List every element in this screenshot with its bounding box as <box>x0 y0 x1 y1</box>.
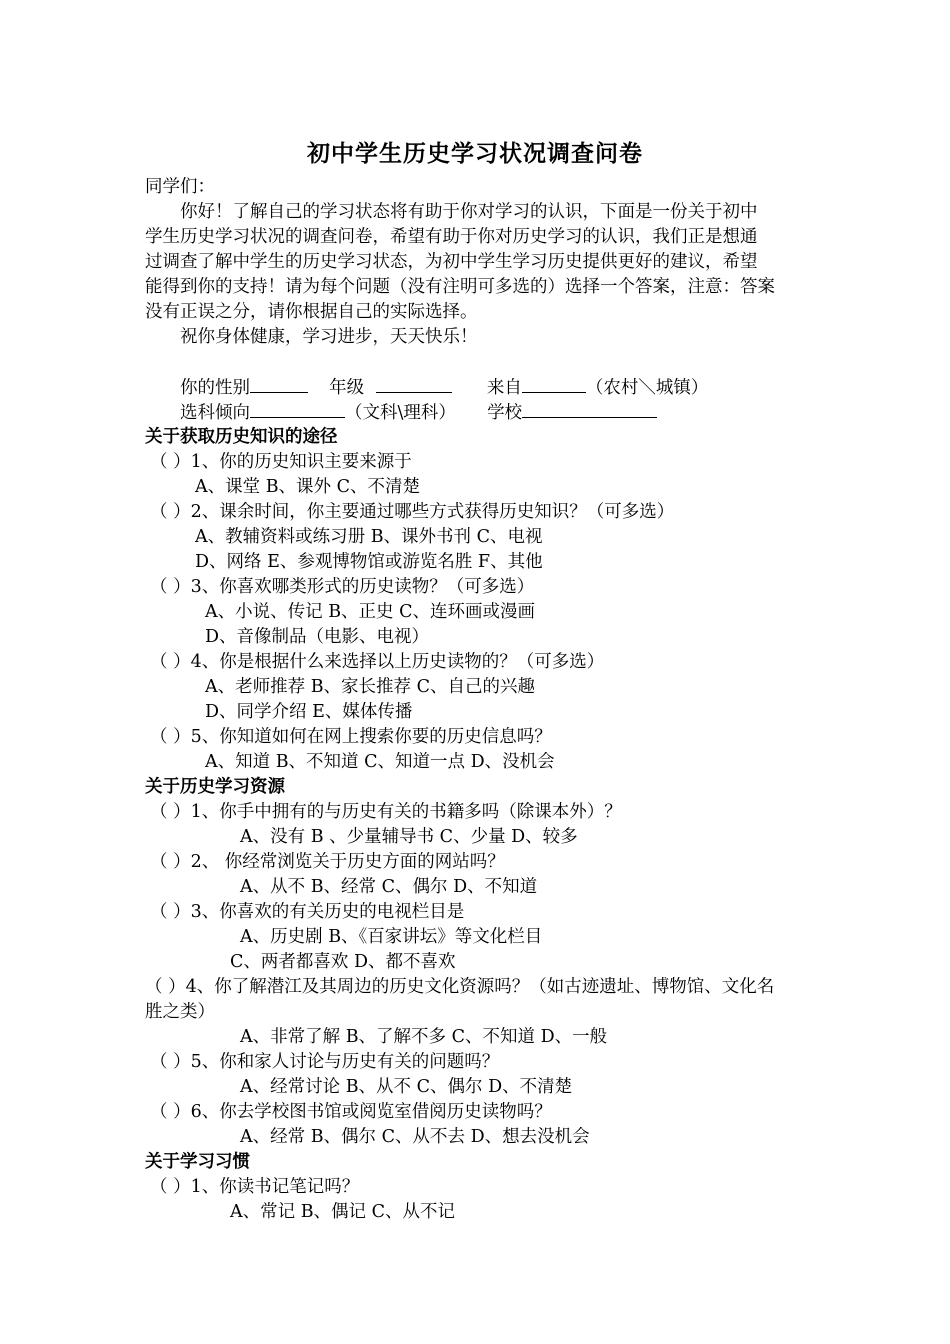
question-line: （ ）3、你喜欢哪类形式的历史读物？（可多选） <box>150 577 535 597</box>
option-line: C、两者都喜欢 D、都不喜欢 <box>230 952 456 972</box>
question-line: （ ）3、你喜欢的有关历史的电视栏目是 <box>150 902 465 922</box>
question-line: （ ）1、你手中拥有的与历史有关的书籍多吗（除课本外）？ <box>150 802 622 822</box>
option-line: D、网络 E、参观博物馆或游览名胜 F、其他 <box>195 552 543 572</box>
option-line: A、历史剧 B、《百家讲坛》等文化栏目 <box>240 927 543 947</box>
from-field[interactable] <box>522 375 586 393</box>
question-line: （ ）1、你读书记笔记吗？ <box>150 1177 360 1197</box>
option-line: A、课堂 B、课外 C、不清楚 <box>195 477 421 497</box>
wish-line: 祝你身体健康，学习进步，天天快乐！ <box>180 327 478 347</box>
question-line: （ ）4、你是根据什么来选择以上历史读物的？（可多选） <box>150 652 605 672</box>
question-line: （ ）1、你的历史知识主要来源于 <box>150 452 412 472</box>
school-field[interactable] <box>522 400 657 418</box>
option-line: D、同学介绍 E、媒体传播 <box>205 702 413 722</box>
subject-field[interactable] <box>250 400 345 418</box>
grade-field[interactable] <box>376 375 452 393</box>
section-heading: 关于获取历史知识的途径 <box>145 427 338 447</box>
option-line: A、经常 B、偶尔 C、从不去 D、想去没机会 <box>240 1127 590 1147</box>
intro-line: 没有正误之分，请你根据自己的实际选择。 <box>145 302 478 322</box>
subject-hint: （文科\理科） <box>345 403 456 423</box>
section-heading: 关于历史学习资源 <box>145 777 285 797</box>
intro-line: 你好！了解自己的学习状态将有助于你对学习的认识，下面是一份关于初中 <box>180 202 758 222</box>
option-line: A、经常讨论 B、从不 C、偶尔 D、不清楚 <box>240 1077 573 1097</box>
grade-label: 年级 <box>329 378 365 398</box>
from-hint: （农村＼城镇） <box>585 378 709 398</box>
intro-line: 学生历史学习状况的调查问卷，希望有助于你对历史学习的认识，我们正是想通 <box>145 227 758 247</box>
option-line: D、音像制品（电影、电视） <box>205 627 430 647</box>
question-line: （ ）5、你和家人讨论与历史有关的问题吗？ <box>150 1052 500 1072</box>
option-line: A、从不 B、经常 C、偶尔 D、不知道 <box>240 877 538 897</box>
section-heading: 关于学习习惯 <box>145 1152 250 1172</box>
page-title: 初中学生历史学习状况调查问卷 <box>307 140 643 167</box>
option-line: A、常记 B、偶记 C、从不记 <box>230 1202 456 1222</box>
option-line: A、教辅资料或练习册 B、课外书刊 C、电视 <box>195 527 543 547</box>
greeting: 同学们： <box>145 177 215 197</box>
question-line: （ ）2、课余时间，你主要通过哪些方式获得历史知识？（可多选） <box>150 502 675 522</box>
question-line: （ ）2、 你经常浏览关于历史方面的网站吗？ <box>150 852 505 872</box>
option-line: A、非常了解 B、了解不多 C、不知道 D、一般 <box>240 1027 608 1047</box>
question-line: （ ）6、你去学校图书馆或阅览室借阅历史读物吗？ <box>150 1102 552 1122</box>
intro-line: 过调查了解中学生的历史学习状态，为初中学生学习历史提供更好的建议，希望 <box>145 252 758 272</box>
question-line-cont: 胜之类） <box>145 1002 215 1022</box>
from-label: 来自 <box>486 378 522 398</box>
subject-label: 选科倾向 <box>180 403 250 423</box>
option-line: A、小说、传记 B、正史 C、连环画或漫画 <box>205 602 536 622</box>
gender-field[interactable] <box>250 375 308 393</box>
option-line: A、老师推荐 B、家长推荐 C、自己的兴趣 <box>205 677 536 697</box>
option-line: A、没有 B 、少量辅导书 C、少量 D、较多 <box>240 827 578 847</box>
question-line: （ ）5、你知道如何在网上搜索你要的历史信息吗？ <box>150 727 552 747</box>
question-line: （ ）4、你了解潜江及其周边的历史文化资源吗？（如古迹遗址、博物馆、文化名 <box>145 977 775 997</box>
school-label: 学校 <box>487 403 523 423</box>
intro-line: 能得到你的支持！请为每个问题（没有注明可多选的）选择一个答案，注意：答案 <box>145 277 775 297</box>
gender-label: 你的性别 <box>180 378 250 398</box>
info-row-2 <box>180 400 657 426</box>
option-line: A、知道 B、不知道 C、知道一点 D、没机会 <box>205 752 555 772</box>
info-row-1 <box>180 375 708 401</box>
